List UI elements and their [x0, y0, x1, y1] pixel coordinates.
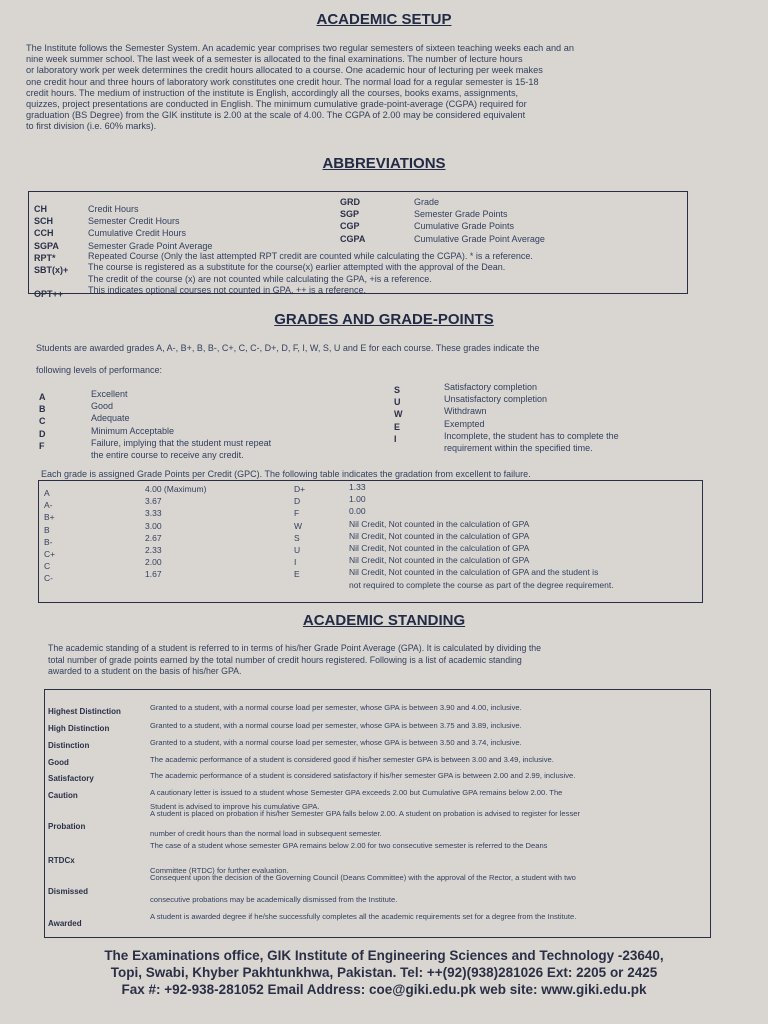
gpc-points: not required to complete the course as part of the degree requirement. — [349, 579, 614, 590]
standing-label: High Distinction — [48, 724, 110, 733]
gpc-points: 4.00 (Maximum) — [145, 484, 207, 494]
abbr-code: SCH — [34, 216, 54, 227]
gpc-points: Nil Credit, Not counted in the calculation of GPA — [349, 542, 530, 553]
standing-desc-2: number of credit hours than the normal load in subsequent semester. — [150, 829, 382, 838]
setup-line: graduation (BS Degree) from the GIK institute is 2.00 at the scale of 4.00. The CGPA of 2.00 may be considered equivalent — [26, 110, 526, 121]
standing-desc: Granted to a student, with a normal course load per semester, whose GPA is between 3.75 and 3.89, inclusive. — [150, 721, 522, 730]
gpc-right-points — [349, 481, 614, 591]
gpc-points: 2.33 — [145, 544, 162, 555]
standing-desc: The academic performance of a student is considered good if his/her semester GPA is between 3.00 and 3.49, inclusive. — [150, 755, 554, 764]
standing-intro — [48, 643, 688, 678]
abbr-desc: Grade — [414, 197, 440, 207]
grade-desc: Minimum Acceptable — [91, 425, 175, 436]
gpc-points: 3.00 — [145, 520, 162, 531]
grade-letter: W — [394, 409, 403, 420]
gpc-left-points — [145, 483, 206, 581]
standing-desc: A student is awarded degree if he/she successfully completes all the academic requirements set for a degree from the Institute. — [150, 912, 577, 921]
abbreviations-heading: ABBREVIATIONS — [322, 155, 446, 172]
gpc-grade: E — [294, 569, 300, 580]
abbr-left-descs — [88, 203, 212, 252]
gpc-grade: U — [294, 544, 301, 555]
setup-line: The Institute follows the Semester System. An academic year comprises two regular semesters of sixteen teaching weeks each and an — [26, 43, 574, 53]
abbr-desc: Cumulative Grade Point Average — [414, 233, 545, 244]
abbr-opt-desc: This indicates optional courses not counted in GPA, ++ is a reference. — [88, 285, 366, 295]
abbr-code: SGPA — [34, 240, 59, 251]
gpc-grade: D — [294, 496, 301, 507]
grade-desc: Exempted — [444, 418, 485, 429]
abbr-desc: Semester Grade Points — [414, 209, 508, 220]
footer-line-2: Topi, Swabi, Khyber Pakhtunkhwa, Pakistan. Tel: ++(92)(938)281026 Ext: 2205 or 2425 — [110, 965, 658, 980]
standing-desc: The academic performance of a student is considered satisfactory if his/her semester GPA is between 2.00 and 2.99, inclusive. — [150, 771, 576, 780]
standing-label: Satisfactory — [48, 774, 94, 783]
grade-letter: E — [394, 421, 401, 432]
abbr-code: CGP — [340, 221, 360, 232]
standing-desc-2: Committee (RTDC) for further evaluation. — [150, 866, 289, 875]
gpc-points: 3.33 — [145, 508, 162, 519]
standing-label: Awarded — [48, 919, 82, 928]
abbr-sbt-code: SBT(x)+ — [34, 265, 69, 275]
standing-desc: A cautionary letter is issued to a student whose Semester GPA exceeds 2.00 but Cumulative GPA remains below 2.00. The — [150, 788, 563, 797]
grade-letters-left — [39, 391, 46, 452]
setup-line: or laboratory work per week determines the credit hours allocated to a course. One academic hour of lecturing per week makes — [26, 65, 543, 76]
gpc-points: Nil Credit, Not counted in the calculation of GPA — [349, 555, 530, 566]
grade-descs-left — [91, 388, 271, 461]
grade-desc: Good — [91, 401, 114, 412]
grade-letter: B — [39, 404, 46, 415]
gpc-grade: B+ — [44, 512, 55, 523]
abbr-code: CCH — [34, 228, 54, 239]
abbr-desc: Credit Hours — [88, 204, 139, 214]
grade-descs-right — [444, 381, 619, 454]
gpc-points: Nil Credit, Not counted in the calculation of GPA — [349, 518, 530, 529]
standing-label: RTDCx — [48, 856, 75, 865]
footer-line-1: The Examinations office, GIK Institute of Engineering Sciences and Technology -23640, — [104, 948, 664, 963]
grade-letter: F — [39, 440, 45, 451]
grade-letter: S — [394, 385, 401, 395]
abbr-desc: Semester Grade Point Average — [88, 240, 213, 251]
grade-desc: Satisfactory completion — [444, 382, 538, 392]
grade-desc: Incomplete, the student has to complete the — [444, 430, 619, 441]
standing-desc: Granted to a student, with a normal course load per semester, whose GPA is between 3.50 and 3.74, inclusive. — [150, 738, 522, 747]
academic-setup-heading: ACADEMIC SETUP — [316, 11, 452, 28]
gpc-grade: I — [294, 557, 297, 568]
standing-label: Caution — [48, 791, 78, 800]
gpc-grade: S — [294, 532, 300, 543]
abbr-code: SGP — [340, 209, 360, 220]
grade-letters-right — [394, 384, 403, 445]
grades-intro: Students are awarded grades A, A-, B+, B, B-, C+, C, C-, D+, D, F, I, W, S, U and E for each course. These grades indicate the — [36, 343, 540, 353]
standing-desc: Consequent upon the decision of the Governing Council (Deans Committee) with the approval of the Rector, a student with two — [150, 873, 576, 882]
gpc-grade: A- — [44, 500, 53, 511]
grade-letter: C — [39, 416, 46, 427]
standing-desc-2: consecutive probations may be academically dismissed from the Institute. — [150, 895, 398, 904]
standing-label: Dismissed — [48, 887, 89, 896]
setup-line: to first division (i.e. 60% marks). — [26, 121, 157, 132]
grade-letter: I — [394, 433, 397, 444]
grade-desc: the entire course to receive any credit. — [91, 449, 244, 460]
gpc-grade: A — [44, 488, 50, 498]
gpc-points: 1.00 — [349, 494, 366, 505]
grade-letter: D — [39, 428, 46, 439]
abbr-left-codes — [34, 203, 59, 252]
abbr-sbt-desc: The course is registered as a substitute for the course(x) earlier attempted with the approval of the Dean. — [88, 262, 506, 272]
grade-desc: Failure, implying that the student must repeat — [91, 437, 272, 448]
standing-desc: A student is placed on probation if his/her Semester GPA falls below 2.00. A student on probation is advised to register for lesser — [150, 809, 580, 818]
gpc-grade: D+ — [294, 484, 306, 494]
grades-heading: GRADES AND GRADE-POINTS — [274, 311, 494, 328]
gpc-points: 0.00 — [349, 506, 366, 517]
gpc-grade: C+ — [44, 548, 56, 559]
abbr-rpt-code: RPT* — [34, 253, 56, 263]
gpc-grade: B — [44, 524, 50, 535]
standing-desc: The case of a student whose semester GPA remains below 2.00 for two consecutive semester is referred to the Deans — [150, 841, 548, 850]
abbr-desc: Cumulative Credit Hours — [88, 228, 187, 239]
grade-desc: Adequate — [91, 413, 130, 424]
setup-line: nine week summer school. The last week of a semester is allocated to the final examinations. The number of lecture hours — [26, 54, 523, 65]
standing-intro-line: awarded to a student on the basis of his/her GPA. — [48, 666, 242, 676]
setup-line: credit hours. The medium of instruction of the institute is English, accordingly all the courses, books exams, assignments, — [26, 87, 519, 98]
abbr-right-descs — [414, 196, 545, 245]
gpc-points: 1.67 — [145, 569, 162, 580]
abbr-right-codes — [340, 196, 365, 245]
standing-label: Probation — [48, 822, 86, 831]
standing-intro-line: total number of grade points earned by the total number of credit hours registered. Following is a list of academic standing — [48, 654, 522, 665]
standing-desc-2: Student is advised to improve his cumulative GPA. — [150, 802, 320, 811]
standing-heading: ACADEMIC STANDING — [302, 612, 466, 629]
abbr-sbt-desc-2: The credit of the course (x) are not counted while calculating the GPA, +is a reference. — [88, 274, 432, 284]
standing-label: Good — [48, 758, 69, 767]
abbr-opt-code: OPT++ — [34, 289, 64, 299]
abbr-desc: Cumulative Grade Points — [414, 221, 515, 232]
abbr-rpt-desc: Repeated Course (Only the last attempted RPT credit are counted while calculating the CGPA). * is a reference. — [88, 251, 533, 261]
grade-desc: Unsatisfactory completion — [444, 394, 548, 405]
gpc-intro: Each grade is assigned Grade Points per Credit (GPC). The following table indicates the gradation from excellent to failure. — [41, 469, 531, 479]
grades-intro-2: following levels of performance: — [36, 365, 163, 375]
abbr-code: CGPA — [340, 233, 366, 244]
abbr-desc: Semester Credit Hours — [88, 216, 180, 227]
abbr-code: CH — [34, 204, 47, 214]
standing-intro-line: The academic standing of a student is referred to in terms of his/her Grade Point Average (GPA). It is calculated by dividing the — [48, 643, 542, 653]
gpc-points: Nil Credit, Not counted in the calculation of GPA — [349, 530, 530, 541]
gpc-points: 2.67 — [145, 532, 162, 543]
gpc-grade: C — [44, 561, 51, 572]
gpc-points: Nil Credit, Not counted in the calculation of GPA and the student is — [349, 567, 599, 578]
gpc-left-grades — [44, 487, 55, 585]
gpc-points: 1.33 — [349, 482, 366, 492]
gpc-grade: W — [294, 520, 303, 531]
academic-setup-paragraph — [26, 43, 716, 133]
gpc-points: 2.00 — [145, 557, 162, 568]
grade-letter: U — [394, 397, 401, 408]
abbr-code: GRD — [340, 197, 360, 207]
grade-letter: A — [39, 392, 46, 402]
gpc-points: 3.67 — [145, 496, 162, 507]
standing-label: Highest Distinction — [48, 707, 121, 716]
gpc-right-grades — [294, 483, 305, 581]
gpc-grade: B- — [44, 536, 53, 547]
gpc-grade: C- — [44, 573, 53, 584]
standing-label: Distinction — [48, 741, 90, 750]
gpc-grade: F — [294, 508, 300, 519]
standing-desc: Granted to a student, with a normal course load per semester, whose GPA is between 3.90 and 4.00, inclusive. — [150, 703, 522, 712]
setup-line: quizzes, project presentations are conducted in English. The minimum cumulative grade-point-average (CGPA) required for — [26, 99, 527, 110]
footer-line-3: Fax #: +92-938-281052 Email Address: coe@giki.edu.pk web site: www.giki.edu.pk — [121, 982, 647, 997]
grade-desc: requirement within the specified time. — [444, 442, 593, 453]
grade-desc: Withdrawn — [444, 406, 487, 417]
grade-desc: Excellent — [91, 389, 128, 399]
setup-line: one credit hour and three hours of laboratory work constitutes one credit hour. The normal load for a regular semester is 15-18 — [26, 76, 539, 87]
